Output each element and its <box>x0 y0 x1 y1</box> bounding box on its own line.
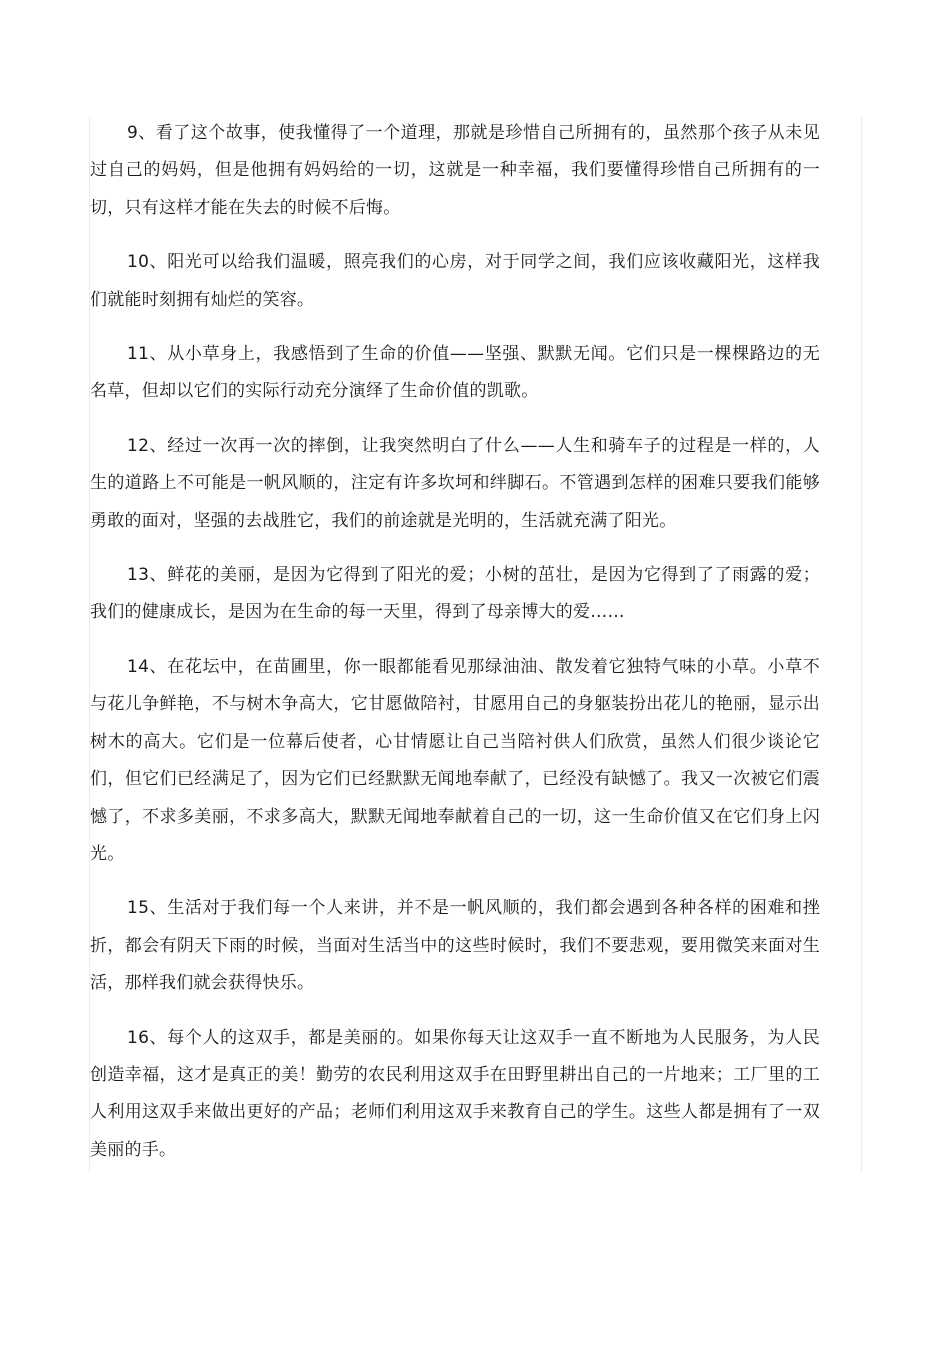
paragraph-14: 14、在花坛中，在苗圃里，你一眼都能看见那绿油油、散发着它独特气味的小草。小草不与花儿争鲜艳，不与树木争高大，它甘愿做陪衬，甘愿用自己的身躯装扮出花儿的艳丽，显示出树木的高大。它们是一位幕后使者，心甘情愿让自己当陪衬供人们欣赏，虽然人们很少谈论它们，但它们已经满足了，因为它们已经默默无闻地奉献了，已经没有缺憾了。我又一次被它们震憾了，不求多美丽，不求多高大，默默无闻地奉献着自己的一切，这一生命价值又在它们身上闪光。 <box>90 656 820 864</box>
paragraph-15: 15、生活对于我们每一个人来讲，并不是一帆风顺的，我们都会遇到各种各样的困难和挫折，都会有阴天下雨的时候，当面对生活当中的这些时候时，我们不要悲观，要用微笑来面对生活，那样我们就会获得快乐。 <box>90 898 820 994</box>
document-body <box>90 115 820 1186</box>
paragraph-10: 10、阳光可以给我们温暖，照亮我们的心房，对于同学之间，我们应该收藏阳光，这样我们就能时刻拥有灿烂的笑容。 <box>90 252 820 310</box>
paragraph-12: 12、经过一次再一次的摔倒，让我突然明白了什么——人生和骑车子的过程是一样的，人生的道路上不可能是一帆风顺的，注定有许多坎坷和绊脚石。不管遇到怎样的困难只要我们能够勇敢的面对，坚强的去战胜它，我们的前途就是光明的，生活就充满了阳光。 <box>90 435 820 531</box>
paragraph-11: 11、从小草身上，我感悟到了生命的价值——坚强、默默无闻。它们只是一棵棵路边的无名草，但却以它们的实际行动充分演绎了生命价值的凯歌。 <box>90 344 820 402</box>
paragraph-16: 16、每个人的这双手，都是美丽的。如果你每天让这双手一直不断地为人民服务，为人民创造幸福，这才是真正的美！勤劳的农民利用这双手在田野里耕出自己的一片地来；工厂里的工人利用这双手来做出更好的产品；老师们利用这双手来教育自己的学生。这些人都是拥有了一双美丽的手。 <box>90 1027 820 1160</box>
paragraph-9: 9、看了这个故事，使我懂得了一个道理，那就是珍惜自己所拥有的，虽然那个孩子从未见过自己的妈妈，但是他拥有妈妈给的一切，这就是一种幸福，我们要懂得珍惜自己所拥有的一切，只有这样才能在失去的时候不后悔。 <box>90 123 820 218</box>
paragraph-13: 13、鲜花的美丽，是因为它得到了阳光的爱；小树的茁壮，是因为它得到了了雨露的爱；我们的健康成长，是因为在生命的每一天里，得到了母亲博大的爱…… <box>90 565 820 623</box>
right-margin-rule <box>861 117 862 1173</box>
